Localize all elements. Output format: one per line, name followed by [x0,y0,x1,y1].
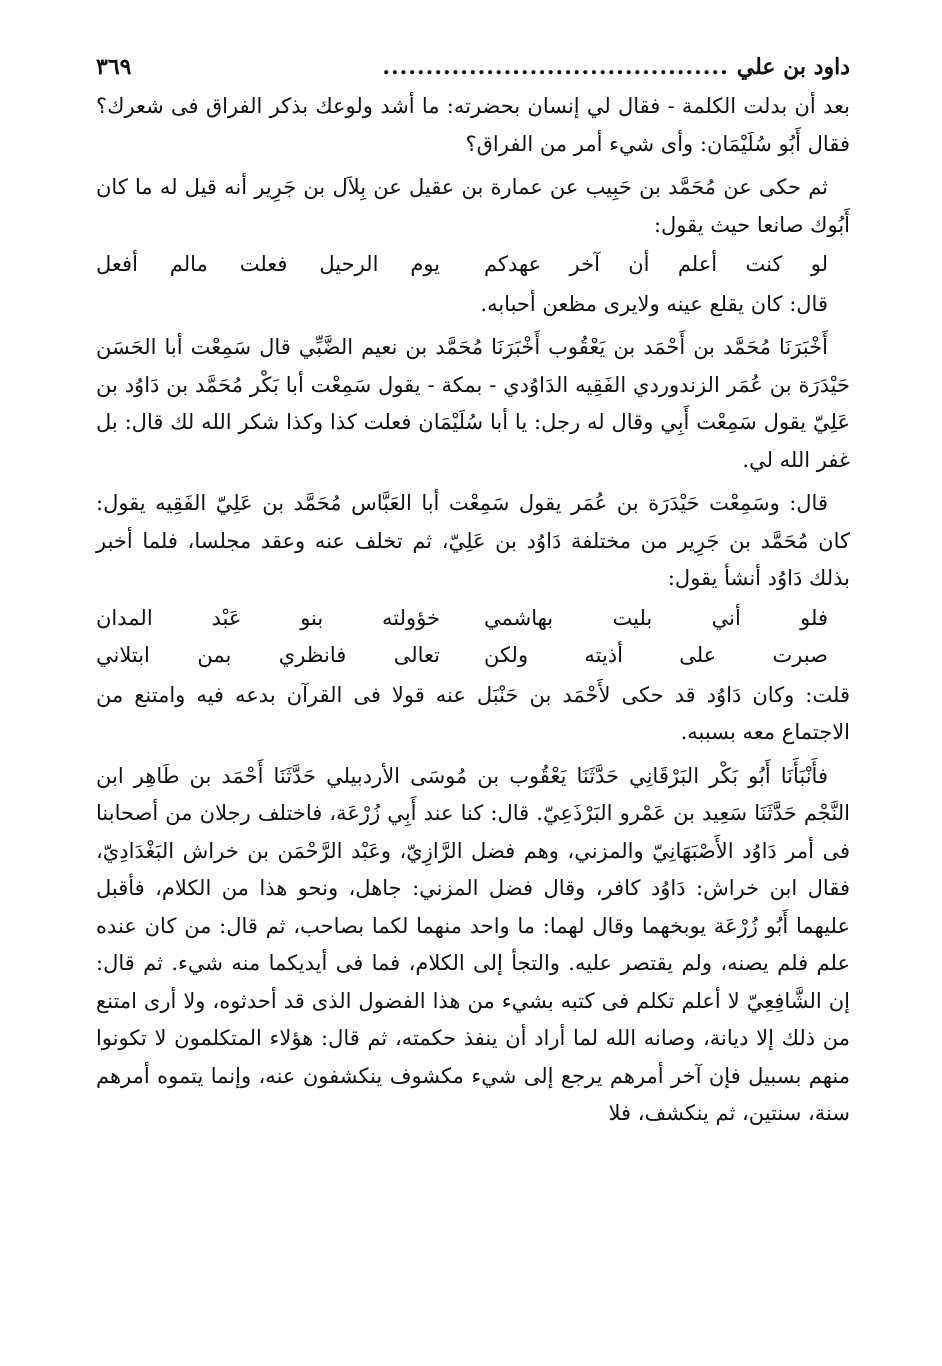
paragraph-1 [96,88,850,163]
text-line: قال: وسَمِعْت حَيْدَرَة بن عُمَر يقول سَمِعْت أبا العَبَّاس مُحَمَّد بن عَلِيّ الفَقِيه [145,491,828,515]
text-line: قلت: وكان دَاوُد قد حكى لأَحْمَد بن حَنْبَل عنه قولا فى القرآن بدعه فيه وامتنع [123,682,850,707]
running-header [96,50,850,88]
text-line: ثم حكى عن مُحَمَّد بن حَبِيب عن عمارة بن عقيل عن بِلاَل بن جَرِير أنه قيل له [152,175,829,199]
verse-block-2 [96,600,850,675]
verse-line [96,246,850,284]
text-line: يقول: كان مُحَمَّد بن جَرِير من مختلفة دَاوُد بن عَلِيّ، ثم تخلف عنه وعقد مجلسا، [96,491,851,553]
text-line: فأَنْبَأَنَا أَبُو بَكْر البَرْقَانِي حَدَّثَنَا يَعْقُوب بن مُوسَى الأردبيلي حَدَّثَنَا أَحْمَد بن طَاهِر [123,763,828,788]
verse-commentary [96,286,850,324]
page-number: ٣٦٩ [96,54,132,80]
text-line: أَخْبَرَنَا مُحَمَّد بن أَحْمَد بن يَعْقُوب أَخْبَرَنَا مُحَمَّد بن نعيم الضَّبِّي قال سَمِعْت أبا [156,335,828,359]
verse-first-hemistich: لو كنت أعلم أن آخر عهدكم [483,252,828,276]
text-line: ما كان أَبُوك صانعا حيث يقول: [96,175,850,237]
paragraph-6 [96,758,850,1133]
text-line: ابن النَّجْم حَدَّثَنَا سَعِيد بن عَمْرو البَرْذَعِيّ. قال: كنا عند أَبِي زُرْعَة، فاختلف رجلان [96,763,850,825]
paragraph-3 [96,329,850,479]
verse-line [96,637,850,675]
paragraph-2 [96,169,850,244]
text-line: من أصحابنا فى أمر دَاوُد الأَصْبَهَانِيّ والمزني، وهم فضل الرَّازِيّ، وعَبْد الرَّحْمَن بن [96,801,850,863]
verse-second-hemistich: يوم الرحيل فعلت مالم أفعل [96,252,441,276]
text-line: وكذا شكر الله لك قال: بل غفر الله لي. [96,410,850,472]
text-line: الحَسَن حَيْدَرَة بن عُمَر الزندوردي الفَقِيه الدَاوُدي - بمكة - يقول سَمِعْت أبا بَكْر [96,335,850,397]
text-line: من الاجتماع معه بسببه. [96,682,850,744]
text-line: خراش البَغْدَادِيّ، فقال ابن خراش: دَاوُد كافر، وقال فضل المزني: جاهل، ونحو هذا [96,838,850,900]
text-line: بصاحب، ثم قال: من كان عنده علم فلم يصنه، ولم يقتصر عليه. والتجأ إلى الكلام، [96,913,850,975]
verse-second-hemistich: تعالى فانظري بمن ابتلاني [96,643,441,667]
text-line: فلما أخبر بذلك دَاوُد أنشأ يقول: [96,528,850,590]
verse-line [96,600,850,638]
verse-block-1 [96,246,850,284]
paragraph-5 [96,677,850,752]
text-line: فما فى أيديكما منه شيء. ثم قال: إن الشَّافِعِيّ لا أعلم تكلم فى كتبه بشيء من هذا [96,951,850,1013]
text-line: مُحَمَّد بن دَاوُد بن عَلِيّ يقول سَمِعْت أَبِي وقال له رجل: يا أبا سُلَيْمَان فعلت كذا [96,372,850,434]
text-line: شعرك؟ فقال أَبُو سُلَيْمَان: وأى شيء أمر من الفراق؟ [96,94,850,156]
paragraph-4 [96,485,850,598]
verse-second-hemistich: خؤولته بنو عَبْد المدان [96,605,441,630]
text-line: من الكلام، فأقبل عليهما أَبُو زُرْعَة يوبخهما وقال لهما: ما واحد منهما لكما [96,876,851,938]
verse-first-hemistich: فلو أني بليت بهاشمي [483,605,828,630]
text-line: الفضول الذى قد أحدثوه، ولا أرى امتنع من ذلك إلا ديانة، وصانه الله لما أراد أن [96,988,850,1050]
leader-dots: ........................................ [382,54,729,80]
verse-first-hemistich: صبرت على أذيته ولكن [483,643,828,667]
text-line: بعد أن بدلت الكلمة - فقال لي إنسان بحضرته: ما أشد ولوعك بذكر الفراق فى [163,94,850,118]
text-line: ينفذ حكمته، ثم قال: هؤلاء المتكلمون لا تكونوا منهم بسبيل فإن آخر أمرهم يرجع [96,1026,850,1088]
text-line: إلى شيء مكشوف ينكشفون عنه، وإنما يتموه أمرهم سنة، سنتين، ثم ينكشف، فلا [96,1063,850,1125]
chapter-title: داود بن علي [736,54,850,80]
text-line: قال: كان يقلع عينه ولايرى مظعن أحبابه. [480,291,828,316]
